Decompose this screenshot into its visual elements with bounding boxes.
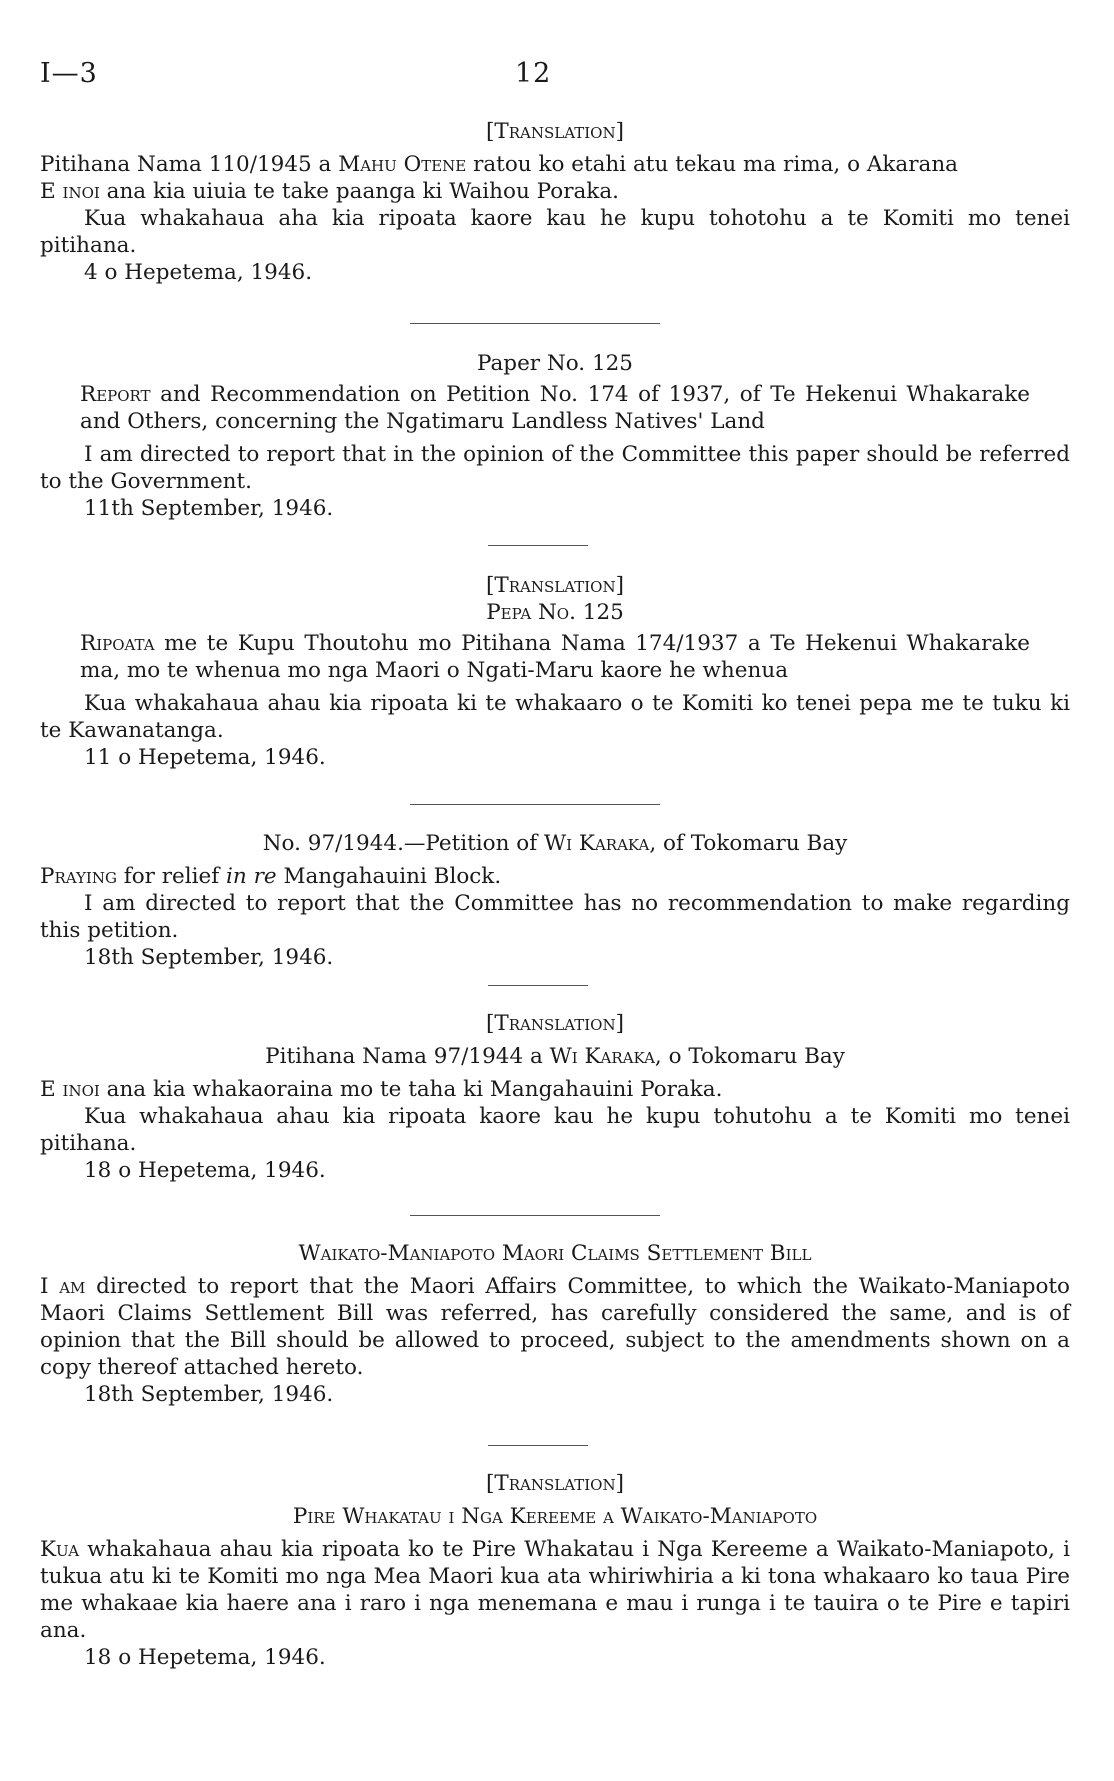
section-settlement-bill — [40, 1240, 1070, 1408]
translation-heading: [Translation] — [486, 1471, 624, 1496]
paper-number: Pepa No. 125 — [486, 600, 624, 625]
section-divider — [410, 1215, 660, 1216]
section-petition-97-1944 — [40, 830, 1070, 971]
page-number: 12 — [515, 58, 552, 89]
section-divider — [410, 804, 660, 805]
report-body: I am directed to report that the Maori Affairs Committee, to which the Waikato-Maniapoto Maori Claims Settlement Bill was referred, has carefully considered the same, and is of opinion that the Bill should be allowed to proceed, subject to the amendments shown on a copy thereof attached hereto. — [40, 1274, 1070, 1380]
petition-title: Pitihana Nama 97/1944 a Wi Karaka, o Tokomaru Bay — [265, 1044, 845, 1069]
paper-number: Paper No. 125 — [476, 351, 633, 376]
section-translation-pire — [40, 1470, 1070, 1671]
report-date: 18 o Hepetema, 1946. — [84, 1645, 326, 1670]
report-date: 4 o Hepetema, 1946. — [84, 260, 313, 285]
report-date: 11 o Hepetema, 1946. — [84, 745, 326, 770]
prayer-text: E inoi ana kia uiuia te take paanga ki Waihou Poraka. — [40, 179, 619, 204]
section-translation-97-1944 — [40, 1010, 1070, 1184]
document-reference: I—3 — [40, 58, 98, 89]
section-divider — [488, 985, 588, 986]
report-date: 11th September, 1946. — [84, 496, 334, 521]
report-date: 18th September, 1946. — [84, 945, 334, 970]
report-date: 18th September, 1946. — [84, 1382, 334, 1407]
translation-heading: [Translation] — [486, 1011, 624, 1036]
section-divider — [410, 323, 660, 324]
bill-title: Pire Whakatau i Nga Kereeme a Waikato-Maniapoto — [292, 1504, 818, 1529]
bill-title: Waikato-Maniapoto Maori Claims Settlement Bill — [298, 1241, 812, 1266]
section-divider — [488, 545, 588, 546]
translation-heading: [Translation] — [486, 119, 624, 144]
section-paper-125 — [40, 350, 1070, 522]
report-body: I am directed to report that the Committee has no recommendation to make regarding this petition. — [40, 891, 1070, 943]
report-body: Kua whakahaua ahau kia ripoata ki te whakaaro o te Komiti ko tenei pepa me te tuku ki te Kawanatanga. — [40, 691, 1070, 743]
report-body: Kua whakahaua aha kia ripoata kaore kau he kupu tohotohu a te Komiti mo tenei pitihana. — [40, 206, 1070, 258]
report-body: Kua whakahaua ahau kia ripoata ko te Pire Whakatau i Nga Kereeme a Waikato-Maniapoto, i tukua atu ki te Komiti mo nga Mea Maori kua ata whiriwhiria a ki tona whakaaro ko taua Pire me whakaae kia haere ana i raro i nga menemana e mau i runga i te tauira o te Pire e tapiri ana. — [40, 1537, 1070, 1643]
paper-title: Ripoata me te Kupu Thoutohu mo Pitihana Nama 174/1937 a Te Hekenui Whakarake ma, mo te whenua mo nga Maori o Ngati-Maru kaore he whenua — [80, 631, 1030, 683]
petition-title: Pitihana Nama 110/1945 a Mahu Otene ratou ko etahi atu tekau ma rima, o Akarana — [40, 152, 958, 177]
prayer-text: Praying for relief in re Mangahauini Block. — [40, 864, 502, 889]
translation-heading: [Translation] — [486, 573, 624, 598]
paper-title: Report and Recommendation on Petition No. 174 of 1937, of Te Hekenui Whakarake and Others, concerning the Ngatimaru Landless Natives' Land — [80, 382, 1030, 434]
section-translation-110-1945 — [40, 118, 1070, 286]
report-body: Kua whakahaua ahau kia ripoata kaore kau he kupu tohutohu a te Komiti mo tenei pitihana. — [40, 1104, 1070, 1156]
report-body: I am directed to report that in the opinion of the Committee this paper should be referred to the Government. — [40, 442, 1070, 494]
section-translation-pepa-125 — [40, 572, 1070, 771]
prayer-text: E inoi ana kia whakaoraina mo te taha ki Mangahauini Poraka. — [40, 1077, 723, 1102]
petition-title: No. 97/1944.—Petition of Wi Karaka, of Tokomaru Bay — [262, 831, 848, 856]
petitioner-name: Wi Karaka — [544, 831, 650, 856]
section-divider — [488, 1445, 588, 1446]
petitioner-name: Wi Karaka — [549, 1044, 655, 1069]
petitioner-name: Mahu Otene — [338, 152, 467, 177]
report-date: 18 o Hepetema, 1946. — [84, 1158, 326, 1183]
